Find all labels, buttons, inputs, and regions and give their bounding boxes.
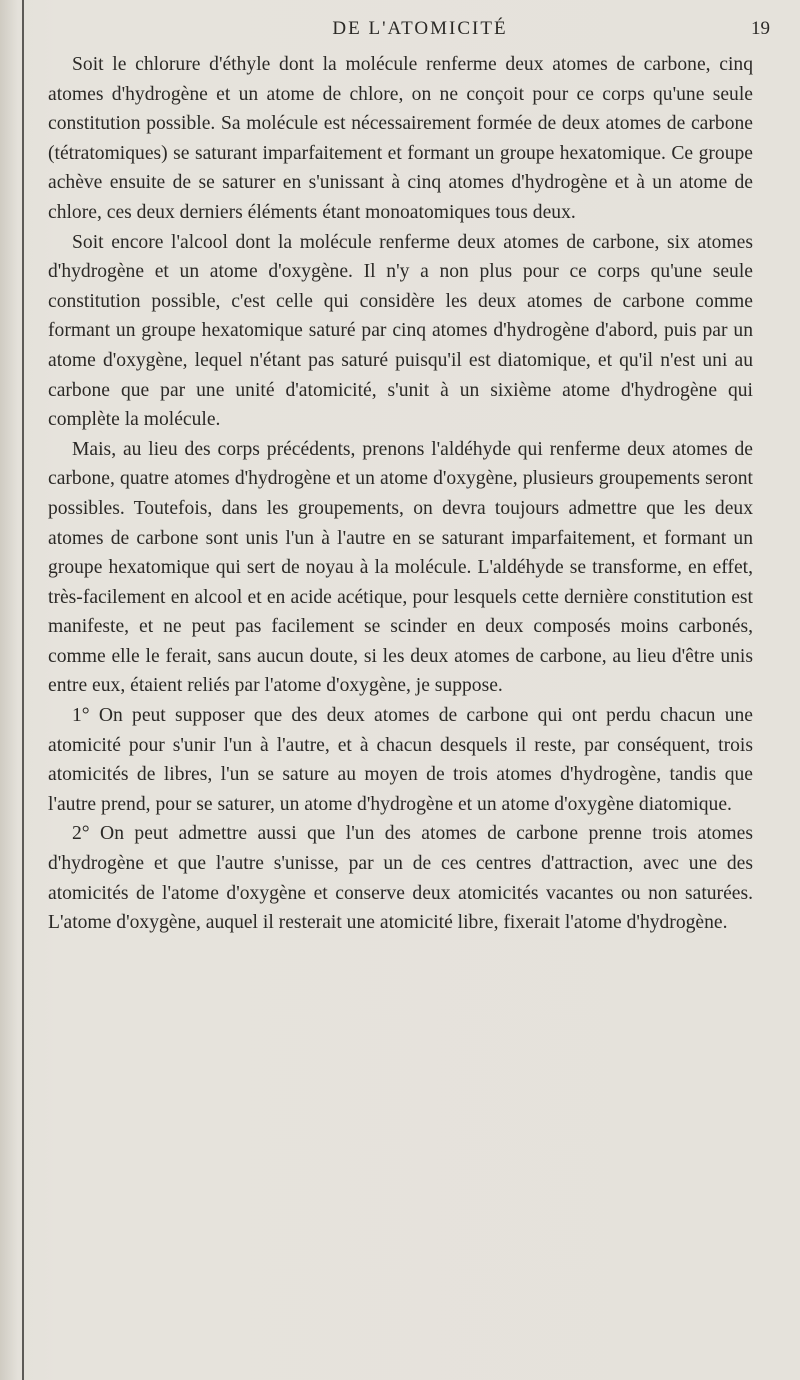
page-number: 19: [751, 18, 770, 39]
running-head: [60, 16, 780, 44]
paragraph: Soit encore l'alcool dont la molécule renferme deux atomes de carbone, six atomes d'hydrogène et un atome d'oxygène. Il n'y a non plus pour ce corps qu'une seule constitution possible, c'est celle qui considère les deux atomes de carbone comme formant un groupe hexatomique saturé par cinq atomes d'hydrogène d'abord, puis par un atome d'oxygène, lequel n'étant pas saturé puisqu'il est diatomique, et qu'il n'est uni au carbone que par une unité d'atomicité, s'unit à un sixième atome d'hydrogène qui complète la molécule.: [48, 231, 753, 431]
paragraph: Mais, au lieu des corps précédents, prenons l'aldéhyde qui renferme deux atomes de carbone, quatre atomes d'hydrogène et un atome d'oxygène, plusieurs groupements seront possibles. Toutefois, dans les groupements, on devra toujours admettre que les deux atomes de carbone sont unis l'un à l'autre en se saturant imparfaitement, et formant un groupe hexatomique qui sert de noyau à la molécule. L'aldéhyde se transforme, en effet, très-facilement en alcool et en acide acétique, pour lesquels cette dernière constitution est manifeste, et ne peut pas facilement se scinder en deux composés moins carbonés, comme elle le ferait, sans aucun doute, si les deux atomes de carbone, au lieu d'être unis entre eux, étaient reliés par l'atome d'oxygène, je suppose.: [48, 438, 753, 697]
body-text: [48, 50, 753, 938]
paragraph: 1° On peut supposer que des deux atomes de carbone qui ont perdu chacun une atomicité pour s'unir l'un à l'autre, et à chacun desquels il reste, par conséquent, trois atomicités de libres, l'un se sature au moyen de trois atomes d'hydrogène, tandis que l'autre prend, pour se saturer, un atome d'hydrogène et un atome d'oxygène diatomique.: [48, 705, 753, 815]
running-title: DE L'ATOMICITÉ: [332, 18, 508, 39]
paragraph: Soit le chlorure d'éthyle dont la molécule renferme deux atomes de carbone, cinq atomes d'hydrogène et un atome de chlore, on ne conçoit pour ce corps qu'une seule constitution possible. Sa molécule est nécessairement formée de deux atomes de carbone (tétratomiques) se saturant imparfaitement et formant un groupe hexatomique. Ce groupe achève ensuite de se saturer en s'unissant à cinq atomes d'hydrogène et à un atome de chlore, ces deux derniers éléments étant monoatomiques tous deux.: [48, 54, 753, 223]
paragraph: 2° On peut admettre aussi que l'un des atomes de carbone prenne trois atomes d'hydrogène et que l'autre s'unisse, par un de ces centres d'attraction, avec une des atomicités de l'atome d'oxygène et conserve deux atomicités vacantes ou non saturées. L'atome d'oxygène, auquel il resterait une atomicité libre, fixerait l'atome d'hydrogène.: [48, 823, 753, 934]
binding-edge: [22, 0, 24, 1380]
